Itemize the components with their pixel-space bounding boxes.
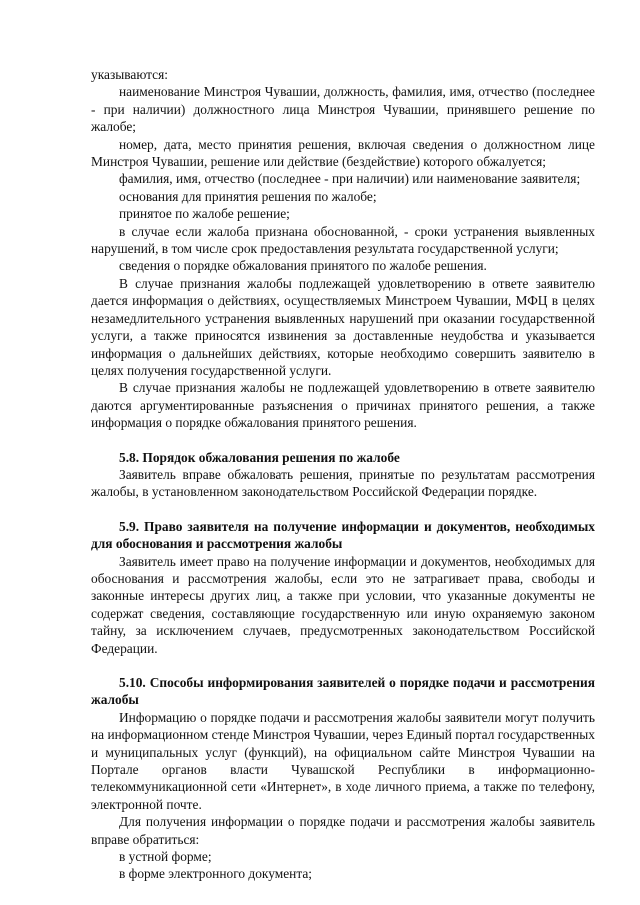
- list-item: номер, дата, место принятия решения, включая сведения о должностном лице Минстроя Чувашии, решение или действие (бездействие) которого обжалуется;: [91, 136, 595, 170]
- list-item: в случае если жалоба признана обоснованной, - сроки устранения выявленных нарушений, в том числе срок предоставления результата государственной услуги;: [91, 223, 595, 257]
- list-item: наименование Минстроя Чувашии, должность, фамилия, имя, отчество (последнее - при наличии) должностного лица Минстроя Чувашии, принявшего решение по жалобе;: [91, 84, 595, 135]
- list-item: в устной форме;: [119, 849, 212, 865]
- section-gap: [91, 432, 595, 449]
- section-heading-5-10: 5.10. Способы информирования заявителей о порядке подачи и рассмотрения жалобы: [91, 675, 595, 708]
- intro-line: указываются:: [91, 67, 168, 82]
- section-gap: [91, 501, 595, 518]
- paragraph-rejected: В случае признания жалобы не подлежащей удовлетворению в ответе заявителю даются аргументированные разъяснения о причинах принятого решения, а также информация о порядке обжалования принятого решения.: [91, 380, 595, 431]
- list-item: фамилия, имя, отчество (последнее - при наличии) или наименование заявителя;: [119, 171, 581, 187]
- list-item: основания для принятия решения по жалобе;: [119, 188, 377, 204]
- document-body: [91, 66, 595, 883]
- list-item: принятое по жалобе решение;: [119, 206, 290, 222]
- section-text-5-8: Заявитель вправе обжаловать решения, принятые по результатам рассмотрения жалобы, в установленном законодательством Российской Федерации порядке.: [91, 466, 595, 500]
- list-item: сведения о порядке обжалования принятого по жалобе решения.: [119, 258, 487, 274]
- list-item: в форме электронного документа;: [119, 866, 312, 882]
- section-heading-5-8: 5.8. Порядок обжалования решения по жалобе: [119, 449, 400, 465]
- section-heading-5-9: 5.9. Право заявителя на получение информации и документов, необходимых для обоснования и рассмотрения жалобы: [91, 518, 595, 552]
- paragraph-satisfied: В случае признания жалобы подлежащей удовлетворению в ответе заявителю дается информация о действиях, осуществляемых Минстроем Чувашии, МФЦ в целях незамедлительного устранения выявленных нарушений при оказании государственной услуги, а также приносятся извинения за доставленные неудобства и указывается информация о дальнейших действиях, которые необходимо совершить заявителю в целях получения государственной услуги.: [91, 275, 595, 378]
- section-gap: [91, 657, 595, 674]
- section-text-5-10-a: Информацию о порядке подачи и рассмотрения жалобы заявители могут получить на информационном стенде Минстроя Чувашии, через Единый портал государственных и муниципальных услуг (функций), на официальном сайте Минстроя Чувашии на Портале органов власти Чувашской Республики в информационно-телекоммуникационной сети «Интернет», в ходе личного приема, а также по телефону, электронной почте.: [91, 709, 595, 812]
- section-text-5-10-b: Для получения информации о порядке подачи и рассмотрения жалобы заявитель вправе обратиться:: [91, 814, 595, 847]
- section-text-5-9: Заявитель имеет право на получение информации и документов, необходимых для обоснования и рассмотрения жалобы, если это не затрагивает права, свободы и законные интересы других лиц, а также при условии, что указанные документы не содержат сведения, составляющие государственную или иную охраняемую законом тайну, за исключением случаев, предусмотренных законодательством Российской Федерации.: [91, 553, 595, 656]
